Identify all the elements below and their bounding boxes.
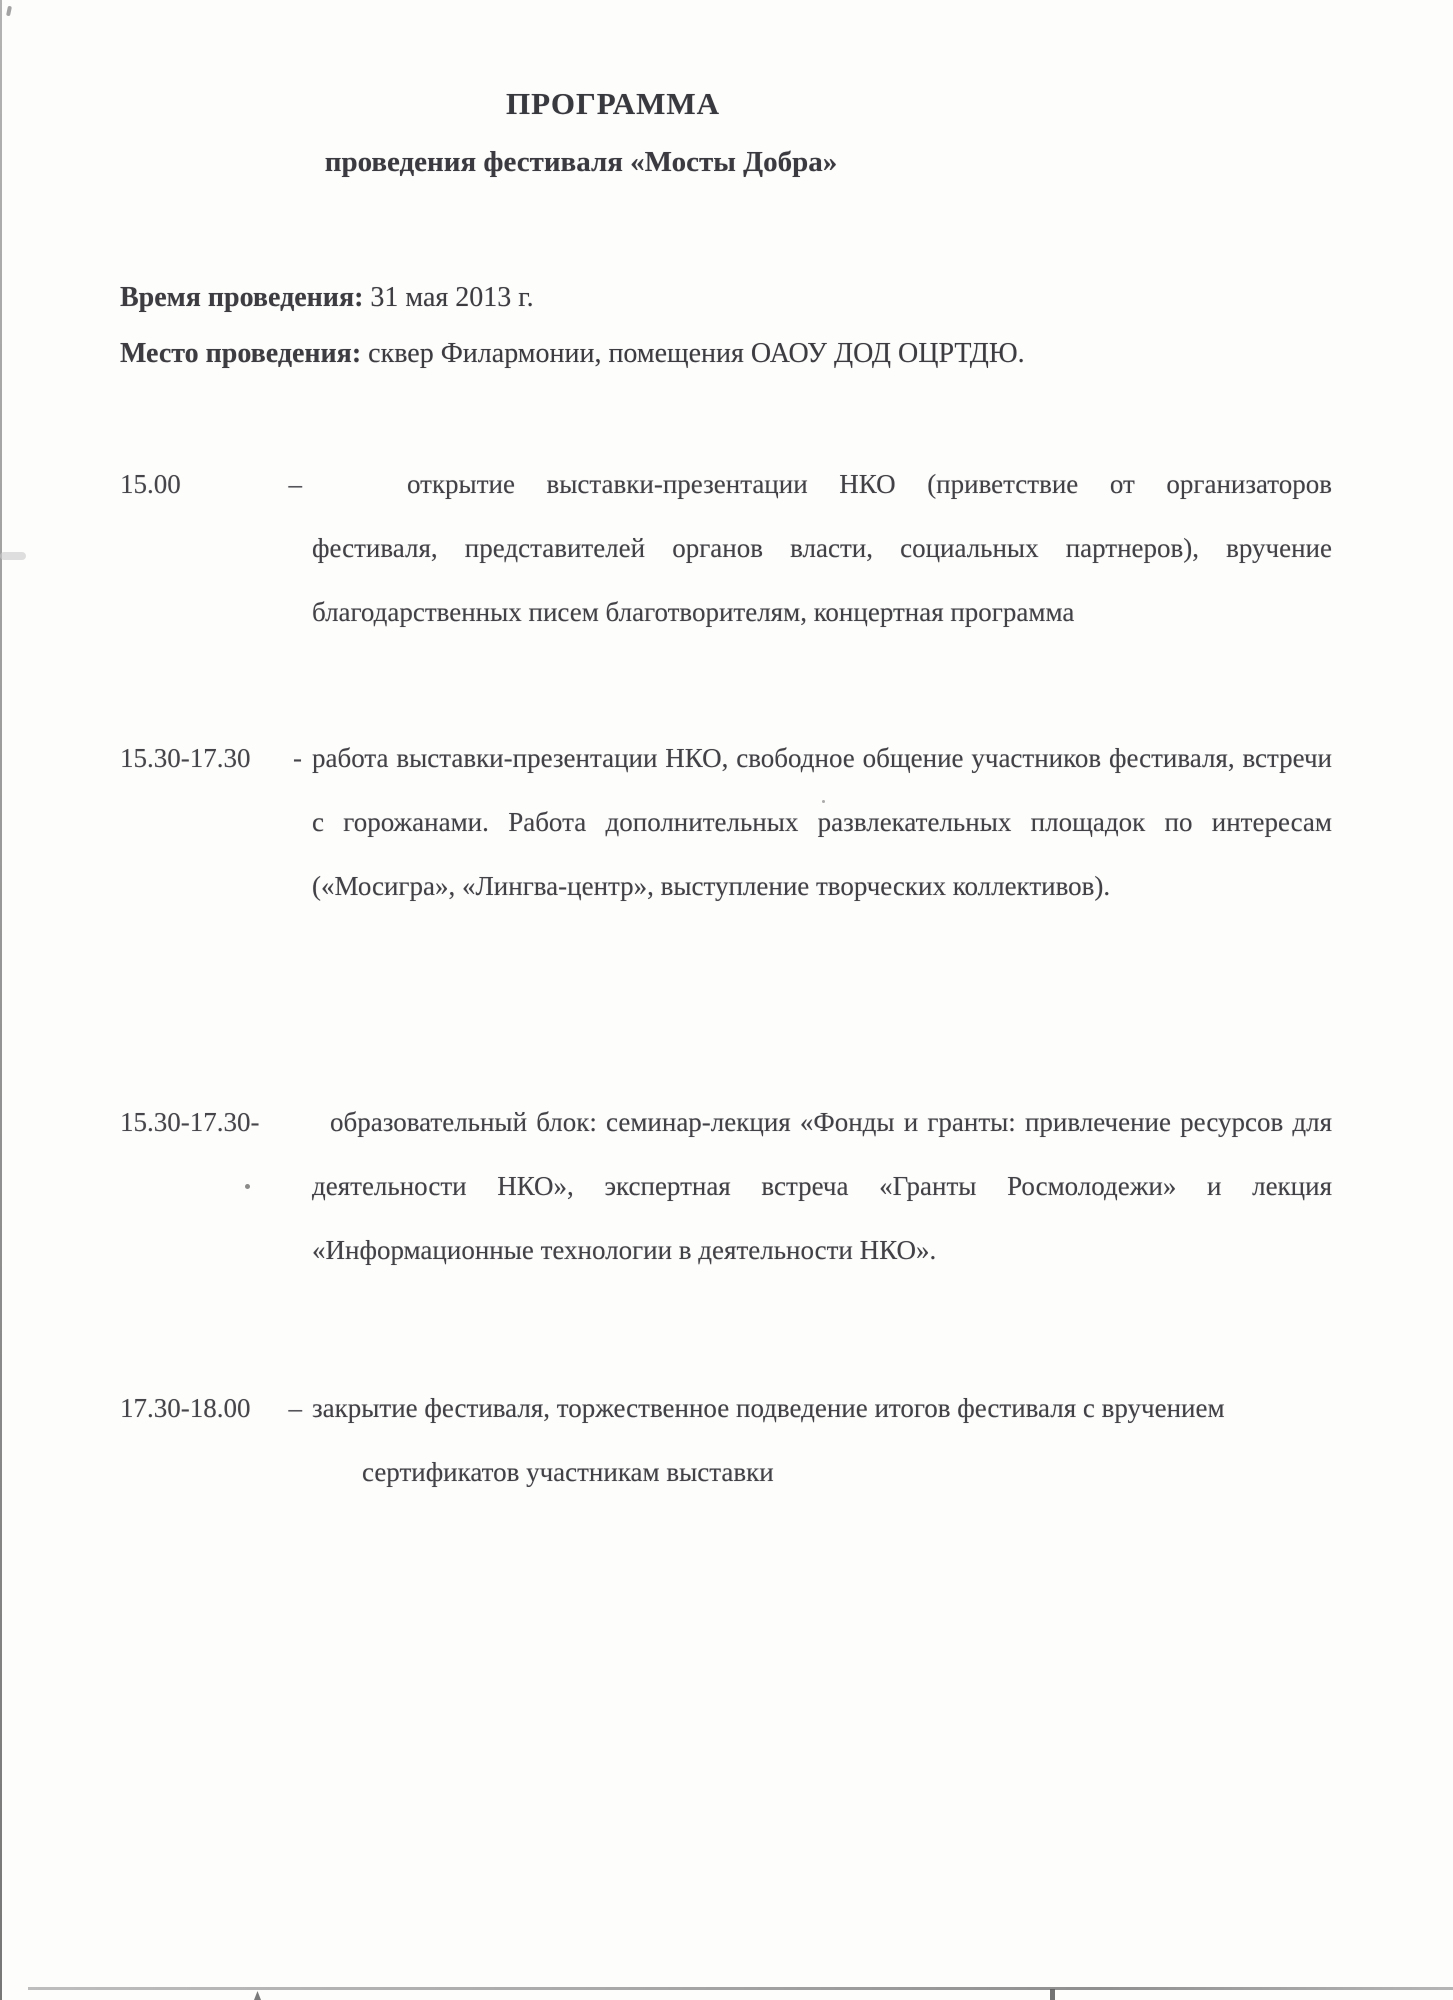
time-value: 15.30-17.30	[120, 743, 251, 773]
document-subtitle: проведения фестиваля «Мосты Добра»	[324, 146, 838, 178]
schedule-item	[120, 1376, 1332, 1504]
scan-edge-line	[0, 0, 2, 2000]
schedule-item	[120, 1090, 1332, 1282]
schedule-text: работа выставки-презентации НКО, свободное общение участников фестиваля, встречи с горожанами. Работа дополнительных развлекательных площадок по интересам («Мосигра», «Лингва-центр», выступление творческих коллективов).	[312, 743, 1332, 901]
meta-time-value: 31 мая 2013 г.	[363, 282, 534, 313]
schedule-time	[120, 1090, 312, 1282]
scan-artifact	[1050, 1989, 1055, 2000]
scan-edge-line	[28, 1987, 1453, 1990]
meta-place-value: сквер Филармонии, помещения ОАОУ ДОД ОЦРТДЮ.	[361, 338, 1025, 369]
scan-artifact	[254, 1991, 261, 2000]
meta-place-label: Место проведения:	[120, 338, 362, 369]
meta-time-line	[120, 282, 534, 314]
document-title: ПРОГРАММА	[506, 86, 720, 121]
schedule-time	[120, 1376, 312, 1504]
time-value: 17.30-18.00	[120, 1393, 251, 1423]
time-dash: –	[288, 1393, 302, 1423]
meta-time-label: Время проведения:	[120, 282, 364, 313]
time-value: 15.30-17.30-	[120, 1107, 260, 1137]
schedule-text: открытие выставки-презентации НКО (приветствие от организаторов фестиваля, представителей органов власти, социальных партнеров), вручение благодарственных писем благотворителям, концертная программа	[312, 469, 1332, 627]
time-dash: –	[288, 469, 302, 499]
schedule-text: закрытие фестиваля, торжественное подведение итогов фестиваля с вручением сертификатов участникам выставки	[312, 1393, 1225, 1487]
schedule-item	[120, 452, 1332, 644]
time-value: 15.00	[120, 469, 181, 499]
schedule-time	[120, 452, 312, 644]
meta-place-line	[120, 338, 1025, 370]
schedule-text: образовательный блок: семинар-лекция «Фонды и гранты: привлечение ресурсов для деятельности НКО», экспертная встреча «Гранты Росмолодежи» и лекция «Информационные технологии в деятельности НКО».	[312, 1107, 1332, 1265]
time-dash: -	[293, 743, 302, 773]
schedule-item	[120, 726, 1332, 918]
schedule-time	[120, 726, 312, 918]
scan-artifact	[0, 552, 26, 560]
scan-artifact	[6, 6, 12, 17]
